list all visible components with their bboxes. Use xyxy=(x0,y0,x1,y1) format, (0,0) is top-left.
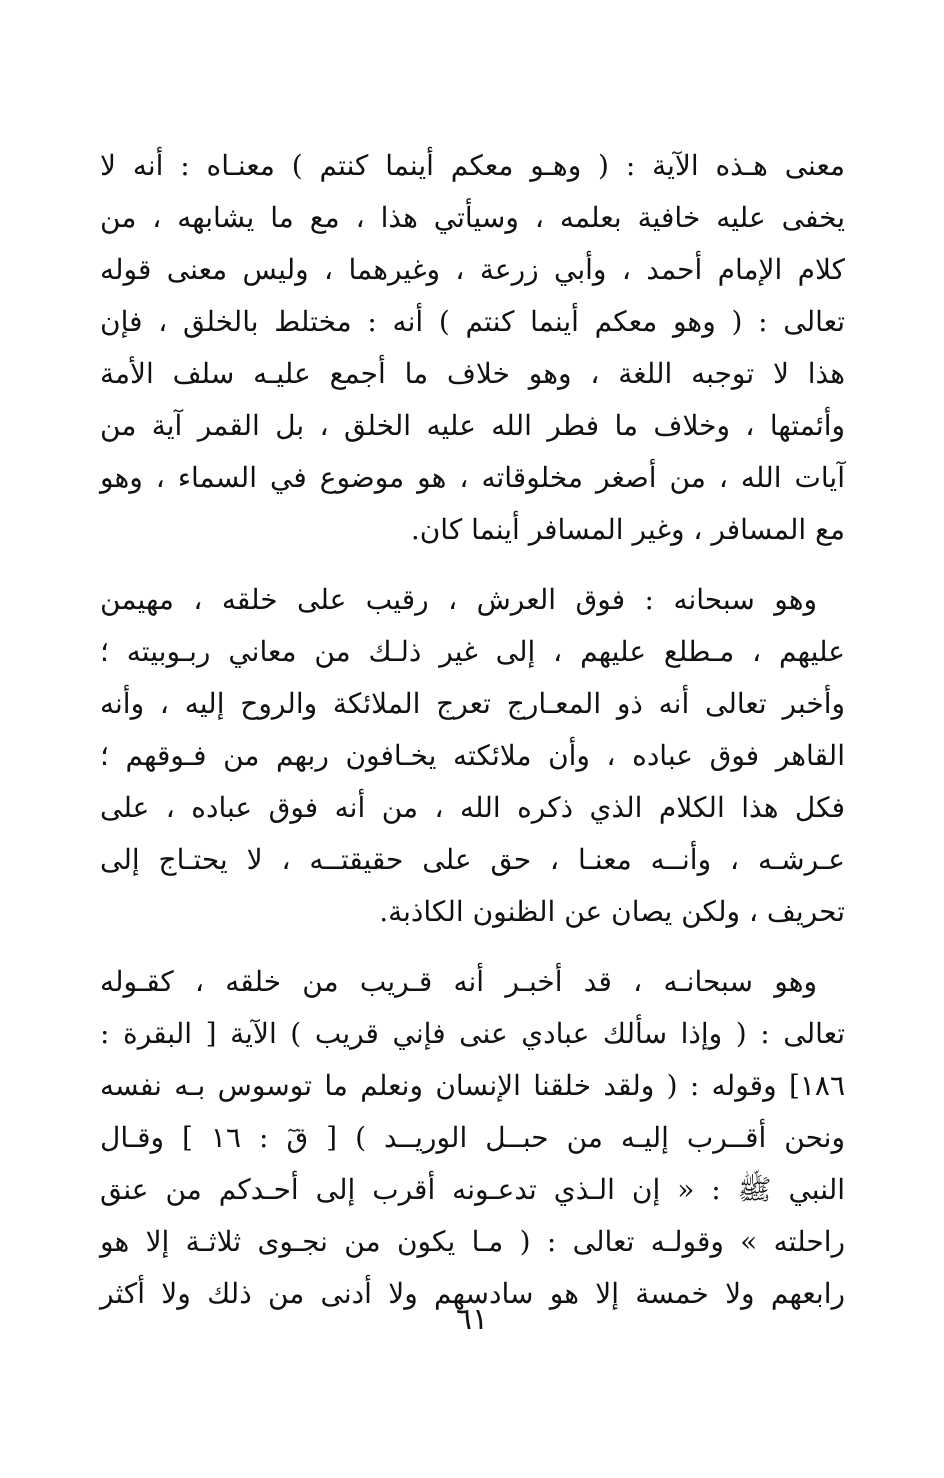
text-line: عـرشـه ، وأنــه معنـا ، حق على حقيقتــه ، لا يحتـاج إلى xyxy=(100,843,845,876)
text-line: النبي ﷺ : « إن الـذي تدعـونه أقرب إلى أحـدكم من عنق xyxy=(100,1173,845,1206)
paragraph-2 xyxy=(100,574,845,938)
text-line: هذا لا توجبه اللغة ، وهو خلاف ما أجمع عليـه سلف الأمة xyxy=(100,357,845,390)
text-line: آيات الله ، من أصغر مخلوقاته ، هو موضوع في السماء ، وهو xyxy=(100,461,845,494)
page-body xyxy=(100,140,845,1320)
text-line: معنى هـذه الآية : ( وهـو معكم أينما كنتم ) معنـاه : أنه لا xyxy=(100,149,845,182)
text-line: راحلته » وقولـه تعالى : ( مـا يكون من نجـوى ثلاثـة إلا هو xyxy=(100,1225,845,1258)
text-line: وهو سبحانه : فوق العرش ، رقيب على خلقه ، مهيمن xyxy=(100,583,817,616)
text-line: تحريف ، ولكن يصان عن الظنون الكاذبة. xyxy=(379,895,845,928)
text-line: تعالى : ( وإذا سألك عبادي عنى فإني قريب ) الآية [ البقرة : xyxy=(100,1017,845,1050)
text-line: ونحن أقــرب إليـه من حبــل الوريــد ) [ قٓ : ١٦ ] وقـال xyxy=(100,1121,845,1154)
text-line: وهو سبحانـه ، قد أخبـر أنه قـريب من خلقه ، كقـوله xyxy=(100,965,817,998)
text-line: تعالى : ( وهو معكم أينما كنتم ) أنه : مختلط بالخلق ، فإن xyxy=(100,305,845,338)
text-line: ١٨٦] وقوله : ( ولقد خلقنا الإنسان ونعلم ما توسوس بـه نفسه xyxy=(100,1069,845,1102)
text-line: يخفى عليه خافية بعلمه ، وسيأتي هذا ، مع ما يشابهه ، من xyxy=(100,201,845,234)
paragraph-3 xyxy=(100,956,845,1320)
text-line: وأئمتها ، وخلاف ما فطر الله عليه الخلق ، بل القمر آية من xyxy=(100,409,845,442)
text-line: رابعهم ولا خمسة إلا هو سادسهم ولا أدنى من ذلك ولا أكثر xyxy=(100,1277,845,1310)
text-line: القاهر فوق عباده ، وأن ملائكته يخـافون ربهم من فـوقهم ؛ xyxy=(100,739,845,772)
paragraph-1 xyxy=(100,140,845,556)
text-line: مع المسافر ، وغير المسافر أينما كان. xyxy=(410,513,845,546)
text-line: عليهم ، مـطلع عليهم ، إلى غير ذلـك من معاني ربـوبيته ؛ xyxy=(100,635,845,668)
text-line: فكل هذا الكلام الذي ذكره الله ، من أنه فوق عباده ، على xyxy=(100,791,845,824)
text-line: كلام الإمام أحمد ، وأبي زرعة ، وغيرهما ، وليس معنى قوله xyxy=(100,253,845,286)
text-line: وأخبر تعالى أنه ذو المعـارج تعرج الملائكة والروح إليه ، وأنه xyxy=(100,687,845,720)
page-number: ٦١ xyxy=(455,1302,489,1337)
